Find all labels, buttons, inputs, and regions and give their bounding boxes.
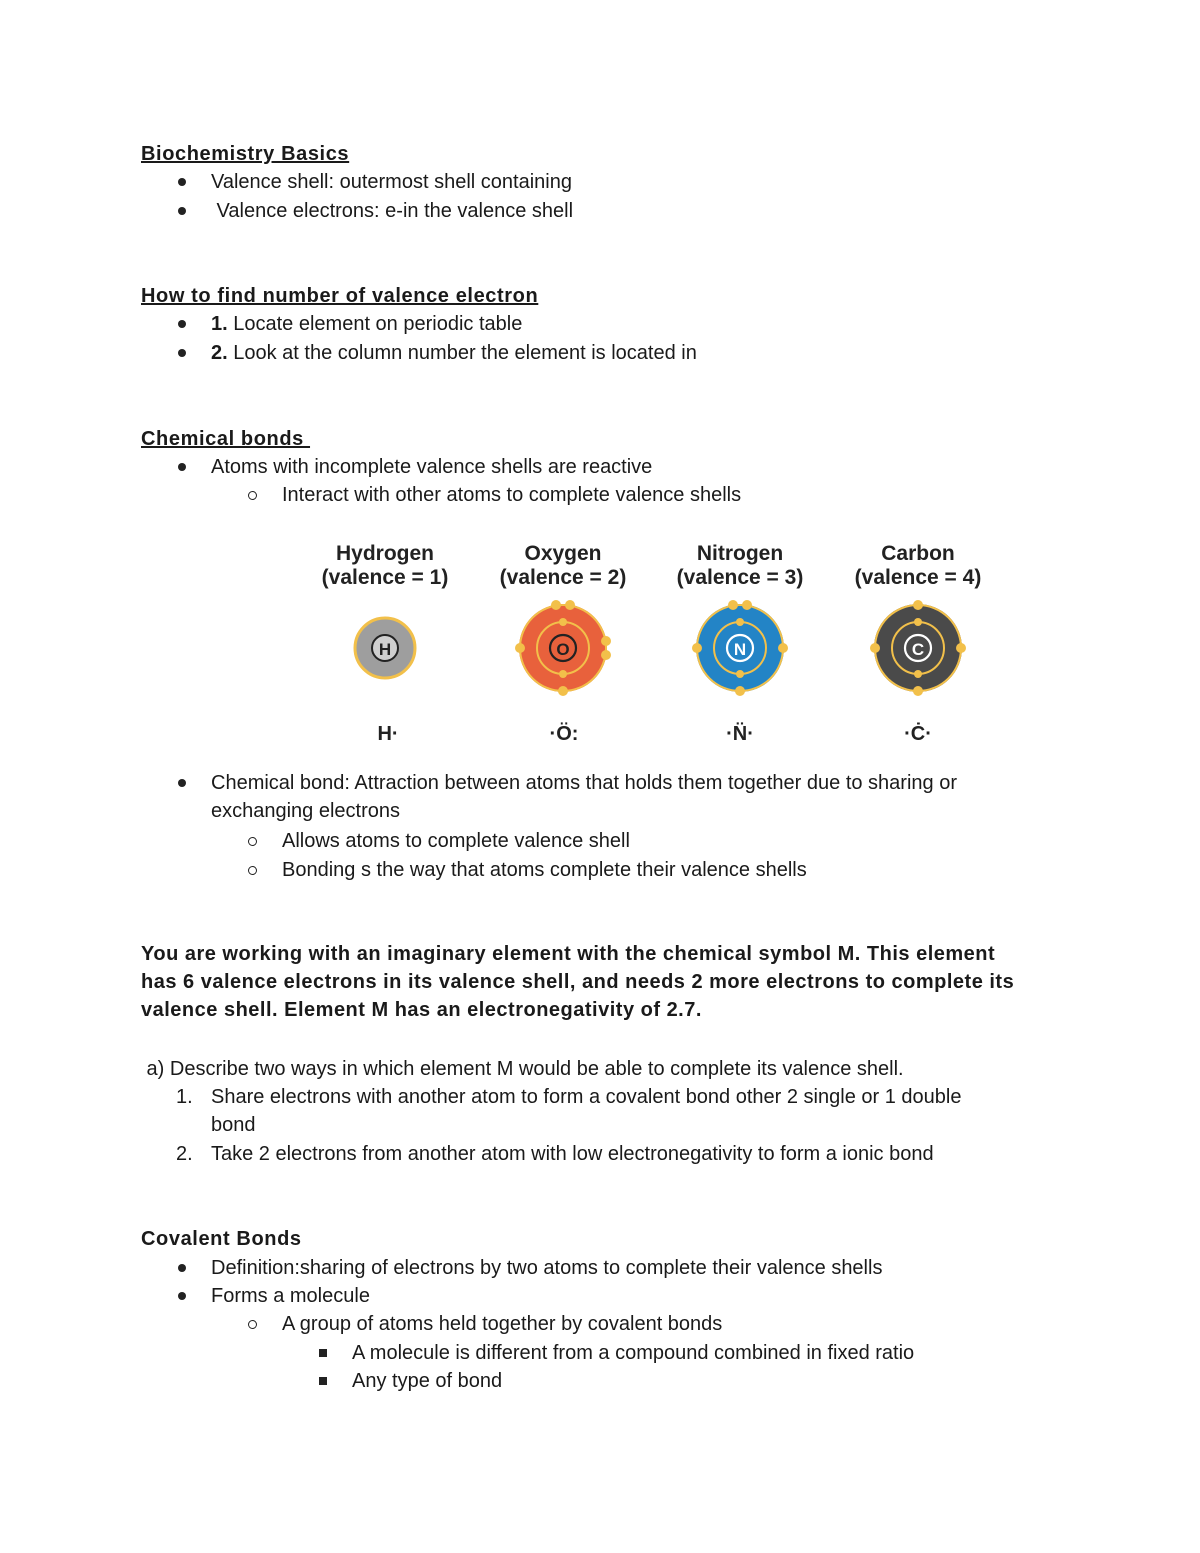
square-bullet [319,1349,327,1357]
bullet [178,178,186,186]
bullet [178,779,186,787]
sub-sub-bullet-text: A molecule is different from a compound combined in fixed ratio [352,1342,915,1364]
bullet-text: Atoms with incomplete valence shells are reactive [211,456,653,478]
sub-bullet-text: Allows atoms to complete valence shell [282,830,630,852]
lewis-structure: ·N̈· [726,723,754,745]
lewis-structure: H· [377,723,399,745]
atom-name: Hydrogen [335,542,435,565]
atom-symbol: N [733,640,747,659]
lewis-structure: ·Ö: [549,723,579,745]
bullet-text: Definition:sharing of electrons by two atoms to complete their valence shells [211,1257,883,1279]
bullet [178,1264,186,1272]
sub-bullet [248,837,257,846]
step-number: 2. [211,342,228,364]
atom-name: Carbon [881,542,955,565]
bullet [178,349,186,357]
step-text: Look at the column number the element is located in [227,342,697,364]
question-line-2: has 6 valence electrons in its valence shell, and needs 2 more electrons to complete its [141,971,1015,993]
bullet [178,1292,186,1300]
answer-number: 2. [176,1143,193,1165]
sub-bullet [248,1320,257,1329]
bullet-text: Chemical bond: Attraction between atoms that holds them together due to sharing or [211,772,957,794]
atom-nitrogen [677,542,804,745]
bullet-text: Forms a molecule [211,1285,370,1307]
atom-symbol: O [556,640,570,659]
atom-name: Nitrogen [696,542,784,565]
sub-sub-bullet-text: Any type of bond [352,1370,503,1392]
atom-carbon [855,542,982,745]
bullet-text: Valence electrons: e-in the valence shell [211,200,574,222]
section-title-biochemistry-basics: Biochemistry Basics [141,143,350,165]
step-1 [211,312,522,336]
bullet [178,320,186,328]
step-2 [211,341,697,365]
atom-valence: (valence = 2) [499,566,627,589]
step-text: Locate element on periodic table [227,313,523,335]
sub-bullet-text: Interact with other atoms to complete valence shells [282,484,742,506]
atom-hydrogen [322,542,449,745]
valence-figure [300,530,1020,760]
answer-text-continued: bond [211,1114,256,1136]
atom-symbol: C [911,640,925,659]
sub-bullet [248,491,257,500]
sub-bullet-text: A group of atoms held together by covalent bonds [282,1313,723,1335]
atom-valence: (valence = 3) [676,566,804,589]
answer-text: Take 2 electrons from another atom with low electronegativity to form a ionic bond [211,1143,934,1165]
step-number: 1. [211,313,228,335]
atom-valence: (valence = 1) [321,566,449,589]
atom-oxygen [500,542,627,745]
atom-valence: (valence = 4) [854,566,982,589]
question-line-3: valence shell. Element M has an electronegativity of 2.7. [141,999,702,1021]
square-bullet [319,1377,327,1385]
bullet-text: Valence shell: outermost shell containing [211,171,572,193]
atom-symbol: H [378,640,392,659]
question-part-a: a) Describe two ways in which element M would be able to complete its valence shell. [141,1058,904,1080]
answer-text: Share electrons with another atom to form a covalent bond other 2 single or 1 double [211,1086,962,1108]
bullet [178,463,186,471]
bullet [178,207,186,215]
question-line-1: You are working with an imaginary element with the chemical symbol M. This element [141,943,996,965]
answer-number: 1. [176,1086,193,1108]
atom-name: Oxygen [524,542,602,565]
bullet-text-continued: exchanging electrons [211,800,401,822]
lewis-structure: ·Ċ· [904,723,932,745]
sub-bullet [248,866,257,875]
section-title-covalent-bonds: Covalent Bonds [141,1228,302,1250]
section-title-chemical-bonds: Chemical bonds [141,428,311,450]
section-title-valence-electron: How to find number of valence electron [141,285,539,307]
sub-bullet-text: Bonding s the way that atoms complete their valence shells [282,859,807,881]
